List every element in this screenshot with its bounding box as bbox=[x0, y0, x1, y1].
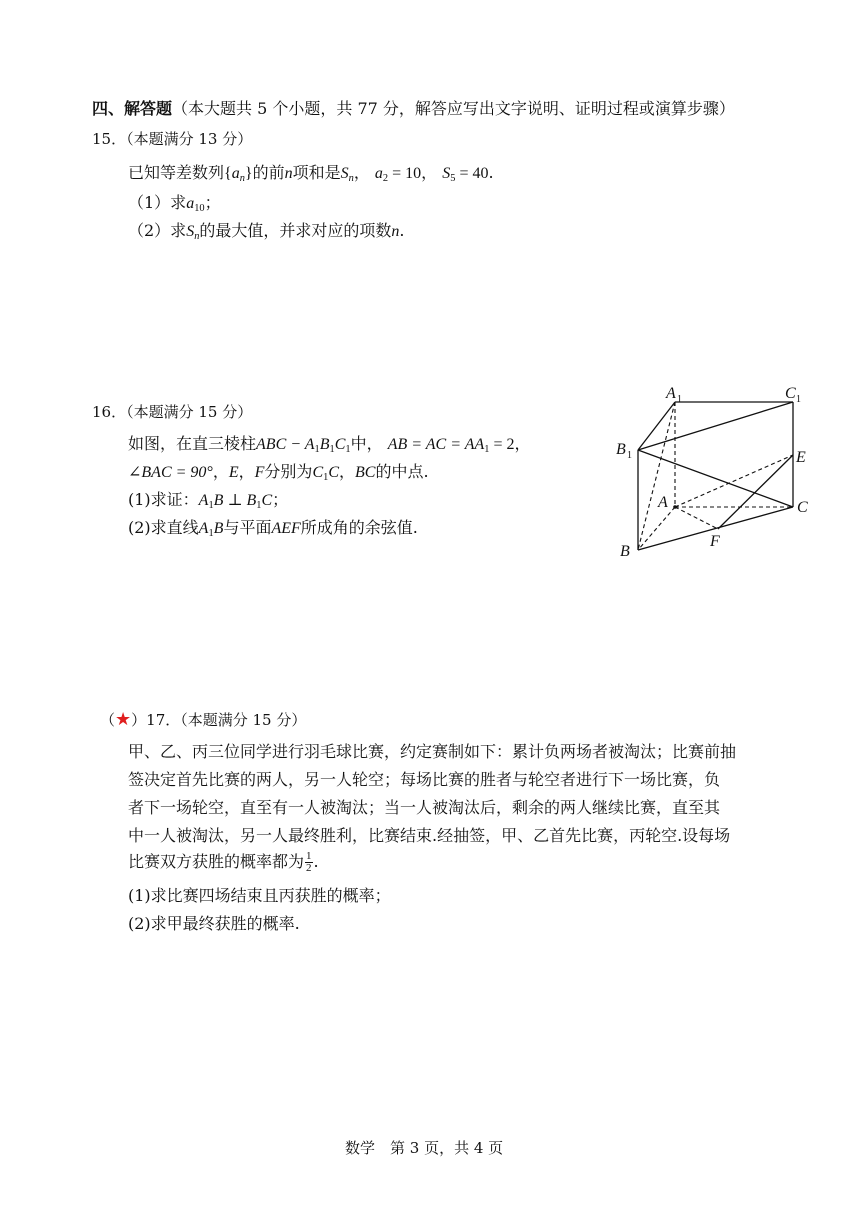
q16-segment-c1c: C bbox=[312, 464, 324, 481]
q16-part2-plane: AEF bbox=[271, 520, 301, 537]
point-a-dot bbox=[673, 505, 677, 509]
q17-line5-end: . bbox=[313, 852, 319, 871]
q16-segment-bc: BC bbox=[355, 464, 376, 481]
q16-perp-symbol: ⊥ bbox=[223, 492, 247, 509]
q15-given1-val: = 10 bbox=[388, 165, 422, 182]
q15-given2-var: S bbox=[442, 165, 451, 182]
q17-header-text: ）17．（本题满分 15 分） bbox=[131, 711, 307, 729]
q15-part2-label: （2）求 bbox=[128, 221, 187, 240]
q16-sep-c: ， bbox=[338, 462, 355, 481]
edge-b1c1 bbox=[638, 402, 793, 450]
fraction-one-half bbox=[305, 851, 313, 874]
q17-part1: (1)求比赛四场结束且丙获胜的概率； bbox=[128, 886, 391, 905]
star-icon: ★ bbox=[115, 709, 132, 730]
q16-part2-end: 所成角的余弦值. bbox=[300, 518, 418, 537]
label-f: F bbox=[710, 533, 720, 550]
q16-point-F: F bbox=[254, 464, 265, 481]
q16-line2: ∠BAC = 90°，E，F分别为$C_1C$，BC的中点. bbox=[128, 462, 429, 484]
label-b1: B bbox=[616, 441, 626, 458]
q16-prism-name: ABC − A bbox=[256, 436, 315, 453]
q15-part2-end: . bbox=[399, 221, 405, 240]
label-a1-sub: 1 bbox=[677, 394, 682, 405]
q17-prefix-open: （ bbox=[100, 711, 116, 729]
edge-ab bbox=[638, 507, 675, 550]
q16-part2-line: A bbox=[198, 520, 209, 537]
label-b1-sub: 1 bbox=[627, 450, 632, 461]
q16-part2: (2)求直线$A_1B$与平面AEF所成角的余弦值. bbox=[128, 518, 418, 540]
q16-sep: ， bbox=[212, 462, 229, 481]
q16-line2-end: 的中点. bbox=[375, 462, 429, 481]
q15-seq-sub: n bbox=[239, 173, 245, 185]
q17-part2: (2)求甲最终获胜的概率. bbox=[128, 914, 300, 933]
label-a: A bbox=[658, 494, 668, 511]
q17-line5 bbox=[128, 849, 319, 874]
q15-header: 15．（本题满分 13 分） bbox=[92, 130, 253, 148]
section-note: （本大题共 5 个小题，共 77 分，解答应写出文字说明、证明过程或演算步骤） bbox=[172, 99, 735, 118]
q16-point-E: E bbox=[228, 464, 239, 481]
q16-line1-text-b: 中， bbox=[350, 434, 383, 453]
q16-line2-text: 分别为 bbox=[264, 462, 313, 481]
q15-S-var: S bbox=[340, 165, 349, 182]
q16-header: 16．（本题满分 15 分） bbox=[92, 403, 253, 421]
q15-n-var: n bbox=[284, 165, 293, 182]
q16-equal-lengths-end: = 2， bbox=[489, 436, 531, 453]
q15-part1 bbox=[128, 190, 221, 213]
label-b: B bbox=[620, 543, 630, 560]
q15-stem-text-b: 的前 bbox=[252, 163, 285, 182]
q15-part2-var: S bbox=[186, 223, 195, 240]
q16-part1-line-a: A bbox=[198, 492, 209, 509]
q17-header bbox=[100, 709, 306, 730]
q15-seq-var: a bbox=[231, 165, 240, 182]
q15-given1-sub: 2 bbox=[382, 173, 389, 185]
fraction-denominator: 2 bbox=[306, 862, 312, 874]
label-e: E bbox=[796, 449, 806, 466]
q15-stem-text: 已知等差数列 bbox=[128, 163, 225, 182]
q15-part2-n: n bbox=[391, 223, 400, 240]
q16-sep-b: ， bbox=[238, 462, 255, 481]
section-title: 四、解答题 bbox=[92, 99, 173, 118]
q16-part1-end: ； bbox=[272, 490, 289, 509]
label-c: C bbox=[797, 499, 808, 516]
label-c1-sub: 1 bbox=[796, 394, 801, 405]
q15-given2-val: = 40 bbox=[455, 165, 489, 182]
q15-part1-end: ； bbox=[204, 193, 221, 212]
q16-equal-lengths: AB = AC = AA bbox=[387, 436, 485, 453]
q16-angle: ∠BAC = 90° bbox=[128, 464, 213, 481]
q15-part1-label: （1）求 bbox=[128, 193, 187, 212]
q15-part1-var: a bbox=[186, 195, 195, 212]
q15-stem-text-c: 项和是 bbox=[292, 163, 341, 182]
q17-line5-text: 比赛双方获胜的概率都为 bbox=[128, 852, 305, 871]
q15-part2 bbox=[128, 218, 405, 241]
segment-ae bbox=[675, 455, 793, 507]
q15-stem: 已知等差数列$\{a_n\}$的前n项和是$S_n$， $a_2 = 10$， $S_5 = 40$. bbox=[128, 163, 494, 185]
q17-line4: 中一人被淘汰，另一人最终胜利，比赛结束.经抽签，甲、乙首先比赛，丙轮空.设每场 bbox=[128, 826, 731, 845]
segment-af bbox=[675, 507, 718, 529]
q16-line1-text: 如图，在直三棱柱 bbox=[128, 434, 257, 453]
q16-part2-label: (2)求直线 bbox=[128, 518, 199, 537]
segment-a1b bbox=[638, 402, 675, 550]
q16-part2-mid: 与平面 bbox=[223, 518, 272, 537]
prism-figure bbox=[600, 380, 820, 565]
q15-given2-sub: 5 bbox=[450, 173, 456, 185]
label-c1: C bbox=[785, 385, 796, 402]
label-a1: A bbox=[666, 385, 676, 402]
q16-part1: (1)求证：$A_1B$ ⊥ $B_1C$； bbox=[128, 490, 289, 512]
page-footer: 数学 第 3 页，共 4 页 bbox=[345, 1139, 504, 1157]
q16-part1-line-b: B bbox=[246, 492, 257, 509]
section-header bbox=[92, 96, 735, 119]
q15-part2-sub: n bbox=[194, 231, 200, 243]
q15-part1-sub: 10 bbox=[194, 203, 205, 215]
q15-given1-var: a bbox=[374, 165, 383, 182]
q15-part2-text: 的最大值，并求对应的项数 bbox=[199, 221, 392, 240]
q15-S-sub: n bbox=[348, 173, 354, 185]
q17-line3: 者下一场轮空，直至有一人被淘汰；当一人被淘汰后，剩余的两人继续比赛，直至其 bbox=[128, 798, 721, 817]
q16-line1: 如图，在直三棱柱ABC − $A_1B_1C_1$中， AB = AC = $AA_1 = 2$， bbox=[128, 434, 531, 456]
q16-part1-label: (1)求证： bbox=[128, 490, 199, 509]
fraction-numerator: 1 bbox=[306, 850, 312, 862]
q17-line1: 甲、乙、丙三位同学进行羽毛球比赛，约定赛制如下：累计负两场者被淘汰；比赛前抽 bbox=[128, 742, 737, 761]
q17-line2: 签决定首先比赛的两人，另一人轮空；每场比赛的胜者与轮空者进行下一场比赛，负 bbox=[128, 770, 721, 789]
